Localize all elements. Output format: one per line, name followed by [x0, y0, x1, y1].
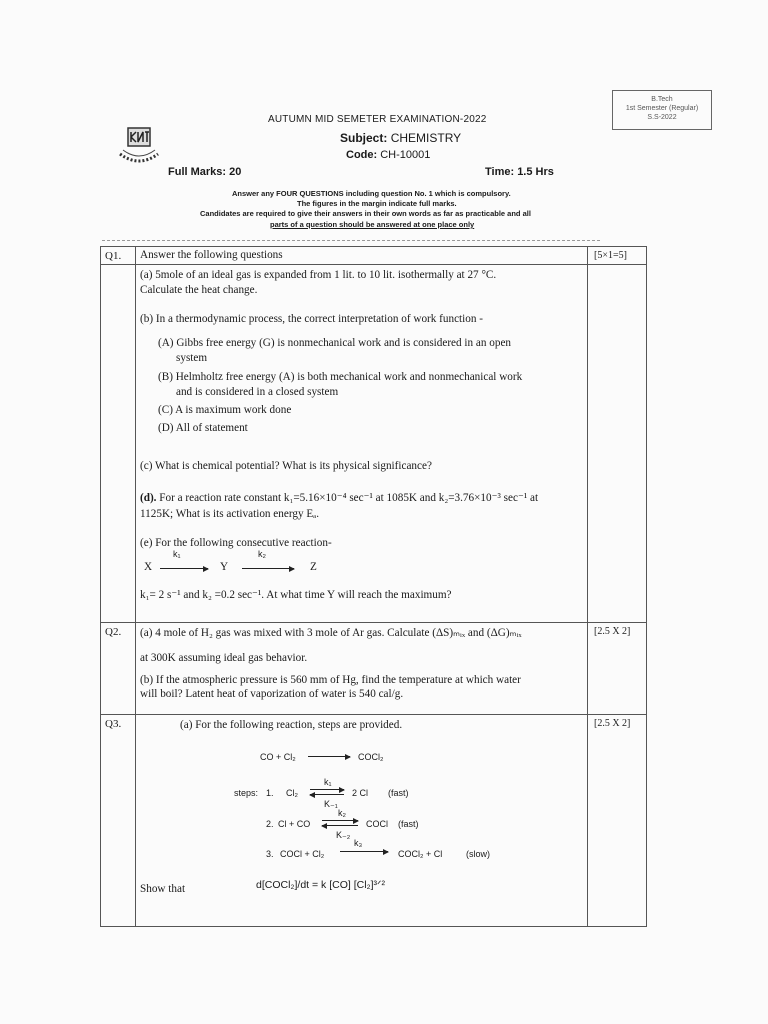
instruction-line: parts of a question should be answered at one place only [270, 220, 475, 229]
divider [102, 240, 600, 241]
subject-label: Subject: [340, 131, 388, 145]
step3-products: COCl₂ + Cl [398, 849, 443, 859]
arrow-icon [310, 789, 344, 790]
q1-d-text: For a reaction rate constant k₁=5.16×10⁻⁴ sec⁻¹ at 1085K and k₂=3.76×10⁻³ sec⁻¹ at [159, 492, 539, 504]
question-number: Q2. [101, 623, 136, 715]
q1-d-line [140, 492, 538, 505]
q1-d-line: 1125K; What is its activation energy Eₐ. [140, 508, 320, 520]
q2-a-line: at 300K assuming ideal gas behavior. [140, 652, 308, 664]
arrow-back-icon [310, 794, 344, 795]
arrow-icon [160, 568, 208, 569]
option-a: (A) Gibbs free energy (G) is nonmechanical work and is considered in an open [158, 337, 512, 349]
species-z: Z [310, 561, 317, 573]
step-number: 2. [266, 819, 274, 829]
rate-k1-label: k₁ [173, 549, 181, 559]
subject-value: CHEMISTRY [390, 131, 462, 145]
arrow-icon [308, 756, 350, 757]
species-x: X [144, 561, 153, 573]
q1-b-line: (b) In a thermodynamic process, the correct interpretation of work function - [140, 313, 483, 325]
q2-b-line: will boil? Latent heat of vaporization of water is 540 cal/g. [140, 688, 404, 700]
option-c: (C) A is maximum work done [158, 404, 292, 416]
code-line [346, 149, 430, 161]
q1-c-line: (c) What is chemical potential? What is its physical significance? [140, 460, 432, 472]
instruction-line: Answer any FOUR QUESTIONS including question No. 1 which is compulsory. [232, 189, 511, 198]
step3-reactants: COCl + Cl₂ [280, 849, 325, 859]
q1-a-line: Calculate the heat change. [140, 284, 258, 296]
stamp-line: S.S-2022 [647, 114, 677, 121]
table-row [101, 623, 647, 715]
option-b: and is considered in a closed system [176, 386, 339, 398]
q1-title: Answer the following questions [140, 249, 283, 261]
exam-title: AUTUMN MID SEMETER EXAMINATION-2022 [268, 114, 487, 125]
step3-forward-k: k₃ [354, 838, 363, 848]
stamp-line: 1st Semester (Regular) [625, 105, 699, 112]
rate-law: d[COCl₂]/dt = k [CO] [Cl₂]³ᐟ² [256, 879, 385, 891]
q3-body [136, 715, 588, 927]
arrow-icon [242, 568, 294, 569]
empty-cell [588, 265, 647, 623]
arrow-icon [340, 851, 388, 852]
overall-reactants: CO + Cl₂ [260, 752, 296, 762]
q3-a-line: (a) For the following reaction, steps are provided. [180, 719, 403, 731]
code-label: Code: [346, 149, 378, 161]
q1-d-label: (d). [140, 492, 157, 504]
instruction-line: The figures in the margin indicate full marks. [297, 199, 457, 208]
step1-forward-k: k₁ [324, 777, 332, 787]
q1-body [136, 265, 588, 623]
empty-cell [101, 265, 136, 623]
q1-e-line: k₁= 2 s⁻¹ and k₂ =0.2 sec⁻¹. At what time Y will reach the maximum? [140, 589, 452, 601]
step1-product: 2 Cl [352, 788, 369, 798]
option-a: system [176, 352, 208, 364]
stamp-line: B.Tech [651, 96, 673, 103]
table-row [101, 265, 647, 623]
q2-body [136, 623, 588, 715]
arrow-back-icon [322, 825, 358, 826]
question-number: Q3. [101, 715, 136, 927]
show-that-label: Show that [140, 883, 186, 895]
step2-forward-k: k₂ [338, 808, 346, 818]
table-row [101, 247, 647, 265]
species-y: Y [220, 561, 229, 573]
code-value: CH-10001 [380, 149, 431, 161]
question-number: Q1. [101, 247, 136, 265]
step-number: 1. [266, 788, 274, 798]
q2-b-line: (b) If the atmospheric pressure is 560 mm of Hg, find the temperature at which water [140, 674, 521, 686]
university-logo-icon [116, 124, 162, 164]
step-number: 3. [266, 849, 274, 859]
steps-label: steps: [234, 788, 259, 798]
question-marks: [2.5 X 2] [588, 715, 647, 927]
full-marks: Full Marks: 20 [168, 166, 242, 178]
exam-time: Time: 1.5 Hrs [485, 166, 554, 178]
step3-note: (slow) [466, 849, 490, 859]
step1-note: (fast) [388, 788, 409, 798]
step1-backward-k: K₋₁ [324, 799, 338, 809]
subject-line [340, 131, 461, 145]
q1-title-cell [136, 247, 588, 265]
table-row [101, 715, 647, 927]
step2-reactants: Cl + CO [278, 819, 311, 829]
questions-table [100, 246, 647, 927]
question-marks: [5×1=5] [588, 247, 647, 265]
option-d: (D) All of statement [158, 422, 248, 434]
step1-reactant: Cl₂ [286, 788, 298, 798]
q1-e-line: (e) For the following consecutive reaction- [140, 537, 332, 549]
step2-backward-k: K₋₂ [336, 830, 351, 840]
option-b: (B) Helmholtz free energy (A) is both mechanical work and nonmechanical work [158, 371, 523, 383]
q2-a-line: (a) 4 mole of H₂ gas was mixed with 3 mole of Ar gas. Calculate (ΔS)ₘᵢₓ and (ΔG)ₘᵢₓ [140, 627, 522, 639]
question-marks: [2.5 X 2] [588, 623, 647, 715]
instruction-line: Candidates are required to give their answers in their own words as far as practicable and all [200, 209, 531, 218]
step2-note: (fast) [398, 819, 419, 829]
rate-k2-label: k₂ [258, 549, 266, 559]
class-stamp [612, 90, 712, 130]
q1-a-line: (a) 5mole of an ideal gas is expanded from 1 lit. to 10 lit. isothermally at 27 °C. [140, 269, 497, 281]
arrow-icon [322, 820, 358, 821]
step2-product: COCl [366, 819, 388, 829]
overall-product: COCl₂ [358, 752, 384, 762]
